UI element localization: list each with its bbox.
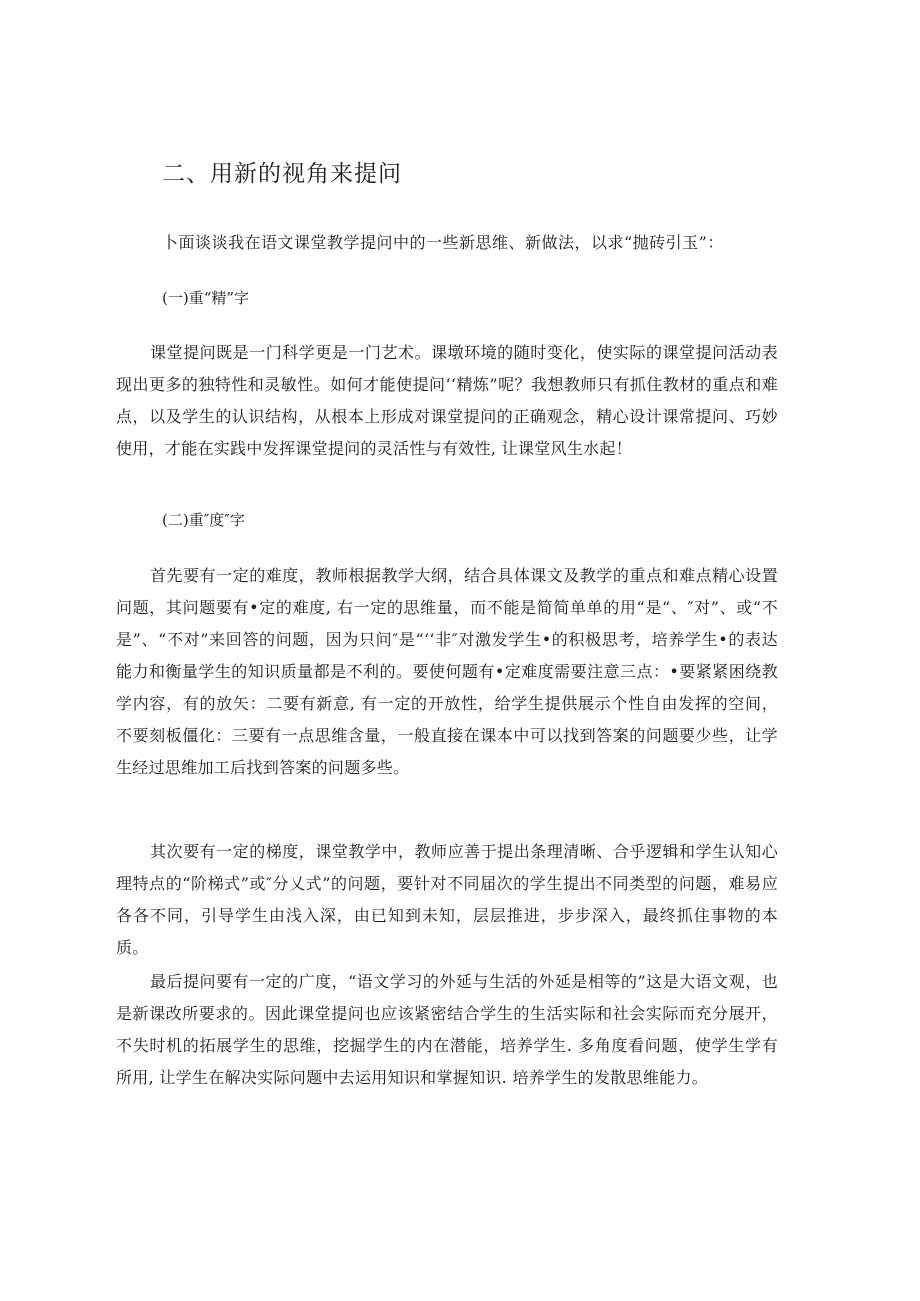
paragraph-difficulty: 首先要有一定的难度，教师根据教学大纲，结合具体课文及教学的重点和难点精心设置问题，其问题要有•定的难度, 右一定的思维量，而不能是简简单单的用“是“、″对”、或“不是”、“不对”来回答的问题，因为只问″是“‘‘非″对激发学生•的积极思考，培养学生•的表达能力和衡量学生的知识质量都是不利的。要使何题有•定难度需要注意三点：•要紧紧困绕教学内容，有的放矢：二要有新意, 有一定的开放性，给学生提供展示个性自由发挥的空间，不要刻板僵化：三要有一点思维含量，一般直接在课本中可以找到答案的问题要少些，让学生经过思维加工后找到答案的问题多些。 <box>116 566 778 777</box>
paragraph-gradient: 其次要有一定的梯度，课堂教学中，教师应善于提出条理清晰、合乎逻辑和学生认知心理特点的“阶梯式”或″分乂式”的问题，要针对不同届次的学生提出不同类型的问题，难易应各各不同，引导学生由浅入深，由已知到未知，层层推进，步步深入，最终抓住事物的本质。 <box>116 842 778 957</box>
subsection-title-1: (一)重“精”字 <box>162 289 250 307</box>
paragraph-breadth: 最后提问要有一定的广度，“语文学习的外延与生活的外延是相等的”这是大语文观，也是新课改所要求的。因此课堂提问也应该紧密结合学生的生活实际和社会实际而充分展开，不失时机的拓展学生的思维，挖掘学生的内在潜能，培养学生. 多角度看问题，使学生学有所用, 让学生在解决实际问题中去运用知识和掌握知识. 培养学生的发散思维能力。 <box>116 972 778 1087</box>
intro-line: 卜面谈谈我在语文课堂教学提问中的一些新思维、新做法，以求“抛砖引玉”： <box>162 233 724 252</box>
paragraph-precision: 课堂提问既是一门科学更是一门艺术。课墩环境的随时变化，使实际的课堂提问活动表现出更多的独特性和灵敏性。如何才能使提问‘‘精炼”呢？我想教师只有抓住教材的重点和难点，以及学生的认识结构，从根本上形成对课堂提问的正确观念，精心设计课常提问、巧妙使用，才能在实践中发挥课堂提问的灵活性与有效性, 让课堂风生水起！ <box>116 343 778 458</box>
section-heading: 二、用新的视角来提问 <box>162 161 402 187</box>
subsection-title-2: (二)重″度″字 <box>162 511 245 529</box>
